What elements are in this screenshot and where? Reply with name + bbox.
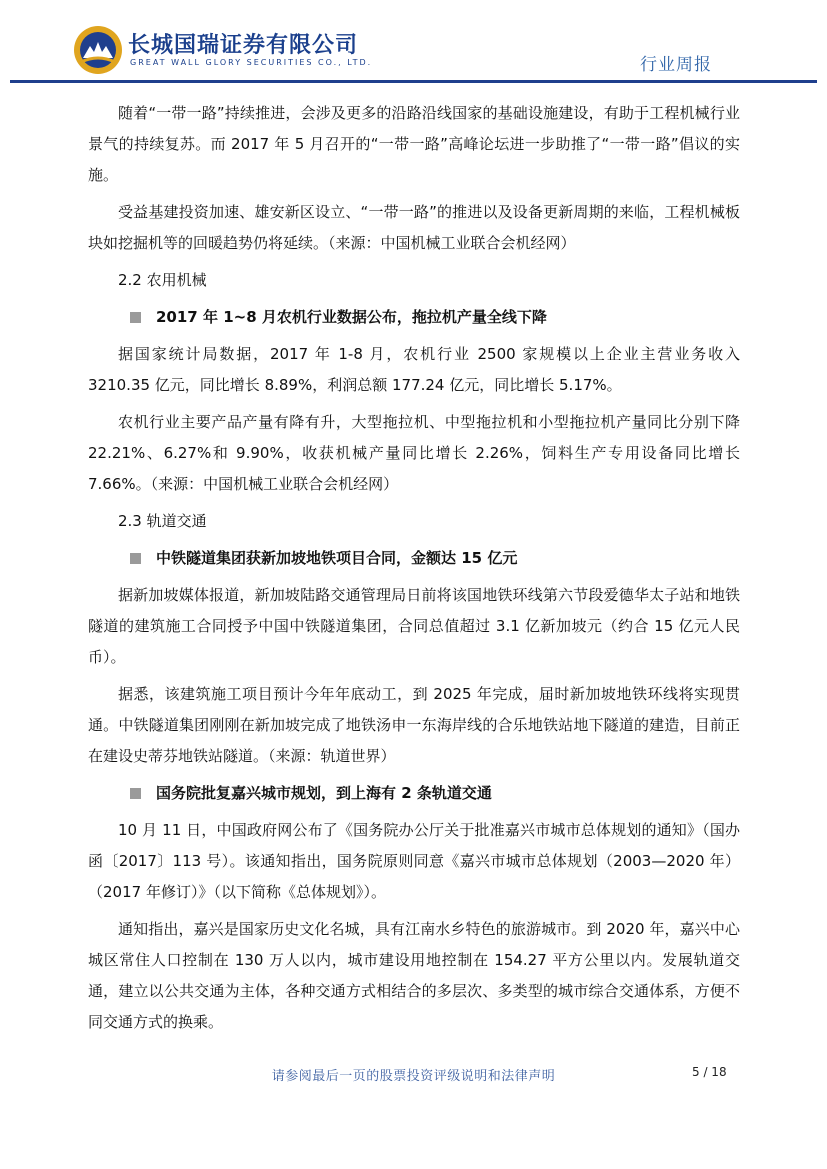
paragraph: 据新加坡媒体报道，新加坡陆路交通管理局日前将该国地铁环线第六节段爱德华太子站和地铁隧道的建筑施工合同授予中国中铁隧道集团，合同总值超过 3.1 亿新加坡元（约合 15 亿元人民币）。 bbox=[88, 586, 740, 666]
header-divider bbox=[10, 80, 817, 83]
topic-heading-text: 中铁隧道集团获新加坡地铁项目合同，金额达 15 亿元 bbox=[156, 549, 518, 567]
company-logo-icon bbox=[72, 24, 124, 76]
company-name-en: GREAT WALL GLORY SECURITIES CO., LTD. bbox=[130, 58, 373, 67]
topic-heading bbox=[88, 778, 740, 809]
page-number: 5 / 18 bbox=[692, 1065, 727, 1079]
paragraph: 据国家统计局数据，2017 年 1-8 月，农机行业 2500 家规模以上企业主营业务收入 3210.35 亿元，同比增长 8.89%，利润总额 177.24 亿元，同比增长 5.17%。 bbox=[88, 345, 740, 394]
topic-heading-text: 国务院批复嘉兴城市规划，到上海有 2 条轨道交通 bbox=[156, 784, 492, 802]
company-name-cn: 长城国瑞证券有限公司 bbox=[128, 33, 359, 58]
footer-disclaimer: 请参阅最后一页的股票投资评级说明和法律声明 bbox=[271, 1069, 556, 1084]
paragraph: 10 月 11 日，中国政府网公布了《国务院办公厅关于批准嘉兴市城市总体规划的通知》（国办函〔2017〕113 号）。该通知指出，国务院原则同意《嘉兴市城市总体规划（2003—2020 年）（2017 年修订）》（以下简称《总体规划》）。 bbox=[88, 821, 740, 901]
page-header bbox=[0, 0, 827, 90]
topic-heading bbox=[88, 543, 740, 574]
topic-heading-text: 2017 年 1~8 月农机行业数据公布，拖拉机产量全线下降 bbox=[156, 308, 547, 326]
paragraph: 通知指出，嘉兴是国家历史文化名城，具有江南水乡特色的旅游城市。到 2020 年，嘉兴中心城区常住人口控制在 130 万人以内，城市建设用地控制在 154.27 平方公里以内。发展轨道交通，建立以公共交通为主体，各种交通方式相结合的多层次、多类型的城市综合交通体系，方便不同交通方式的换乘。 bbox=[88, 920, 740, 1031]
square-bullet-icon bbox=[130, 312, 141, 323]
paragraph: 随着“一带一路”持续推进，会涉及更多的沿路沿线国家的基础设施建设，有助于工程机械行业景气的持续复苏。而 2017 年 5 月召开的“一带一路”高峰论坛进一步助推了“一带一路”倡议的实施。 bbox=[88, 104, 740, 184]
document-body bbox=[88, 98, 740, 1038]
topic-heading bbox=[88, 302, 740, 333]
paragraph: 受益基建投资加速、雄安新区设立、“一带一路”的推进以及设备更新周期的来临，工程机械板块如挖掘机等的回暖趋势仍将延续。（来源：中国机械工业联合会机经网） bbox=[88, 203, 740, 252]
section-heading: 2.2 农用机械 bbox=[118, 271, 207, 289]
paragraph: 据悉，该建筑施工项目预计今年年底动工，到 2025 年完成，届时新加坡地铁环线将实现贯通。中铁隧道集团刚刚在新加坡完成了地铁汤申一东海岸线的合乐地铁站地下隧道的建造，目前正在建设史蒂芬地铁站隧道。（来源：轨道世界） bbox=[88, 685, 740, 765]
section-heading: 2.3 轨道交通 bbox=[118, 512, 207, 530]
square-bullet-icon bbox=[130, 788, 141, 799]
square-bullet-icon bbox=[130, 553, 141, 564]
report-type-label: 行业周报 bbox=[640, 55, 712, 75]
paragraph: 农机行业主要产品产量有降有升，大型拖拉机、中型拖拉机和小型拖拉机产量同比分别下降 22.21%、6.27%和 9.90%，收获机械产量同比增长 2.26%，饲料生产专用设备同比增长 7.66%。（来源：中国机械工业联合会机经网） bbox=[88, 413, 740, 493]
